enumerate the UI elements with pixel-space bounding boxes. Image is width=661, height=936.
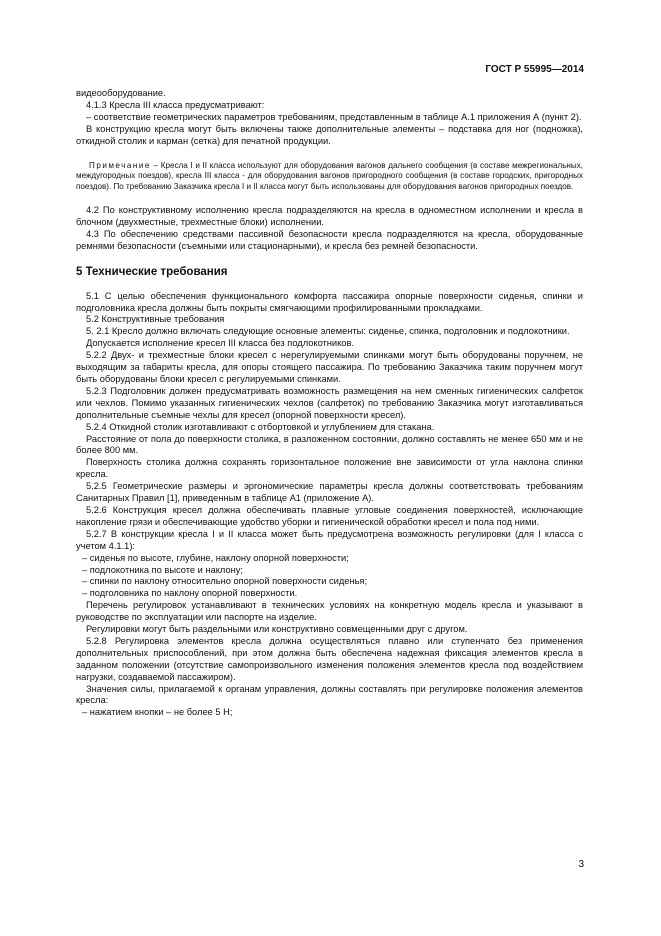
paragraph: видеооборудование. xyxy=(76,88,166,98)
paragraph: Расстояние от пола до поверхности столика, в разложенном состоянии, должно составлять не менее 650 мм и не более 800 мм. xyxy=(76,433,583,456)
note-text: – Кресла I и II класса используют для оборудования вагонов дальнего сообщения (в составе межрегиональных, междугородных поездов), кресла III класса - для оборудования вагонов пригородного сообщения (в составе городских, пригородных поездов). По требованию Заказчика кресла I и II класса могут быть использованы для оборудования вагонов пригородных поездов. xyxy=(76,160,583,191)
paragraph: 4.3 По обеспечению средствами пассивной безопасности кресла подразделяются на кресла, оборудованные ремнями безопасности (съемными или стационарными), и кресла без ремней безопасности. xyxy=(76,228,583,251)
paragraph: 5.2.2 Двух- и трехместные блоки кресел с нерегулируемыми спинками могут быть оборудованы поручнем, не выходящим за габариты кресла, для опоры стоящего пассажира. По требованию Заказчика таким поручнем могут быть оборудованы блоки кресел с регулируемыми спинками. xyxy=(76,350,583,384)
paragraph: 4.1.3 Кресла III класса предусматривают: xyxy=(86,99,265,110)
paragraph: 5. 2.1 Кресло должно включать следующие основные элементы: сиденье, спинка, подголовник и подлокотники. xyxy=(86,326,570,337)
paragraph: 5.1 С целью обеспечения функционального комфорта пассажира опорные поверхности сиденья, спинки и подголовника кресла должны быть покрыты смягчающими профилированными прокладками. xyxy=(76,290,583,313)
paragraph: 4.2 По конструктивному исполнению кресла подразделяются на кресла в одноместном исполнении и кресла в блочном (двухместные, трехместные блоки) исполнении. xyxy=(76,205,583,227)
list-item: – подголовника по наклону опорной поверхности. xyxy=(82,588,298,599)
paragraph: Регулировки могут быть раздельными или конструктивно совмещенными друг с другом. xyxy=(86,624,468,635)
list-item: – нажатием кнопки – не более 5 Н; xyxy=(82,707,233,718)
page-content xyxy=(76,88,583,719)
paragraph: 5.2.3 Подголовник должен предусматривать возможность размещения на нем сменных гигиенических салфеток или чехлов. Помимо указанных гигиенических чехлов (салфеток) по требованию Заказчика могут изготавливаться дополнительные съемные чехлы для кресел (опорной поверхности кресел). xyxy=(76,385,583,420)
page-number: 3 xyxy=(578,859,584,870)
note-paragraph xyxy=(76,161,583,193)
paragraph: 5.2.6 Конструкция кресел должна обеспечивать плавные угловые соединения поверхностей, исключающие накопление грязи и обеспечивающие удобство уборки и гигиенической обработки кресел и пола под ними. xyxy=(76,504,583,527)
section-title: 5 Технические требования xyxy=(76,265,228,278)
list-item: – спинки по наклону относительно опорной поверхности сиденья; xyxy=(82,576,368,587)
standard-header: ГОСТ Р 55995—2014 xyxy=(485,64,584,75)
paragraph: Значения силы, прилагаемой к органам управления, должны составлять при регулировке положения элементов кресла: xyxy=(76,683,583,706)
paragraph: В конструкцию кресла могут быть включены также дополнительные элементы – подставка для ног (подножка), откидной столик и карман (сетка) для печатной продукции. xyxy=(76,123,583,146)
paragraph: 5.2 Конструктивные требования xyxy=(86,314,225,325)
paragraph: 5.2.7 В конструкции кресла I и II класса может быть предусмотрена возможность регулировки (для I класса с учетом 4.1.1): xyxy=(76,528,583,551)
paragraph: 5.2.5 Геометрические размеры и эргономические параметры кресла должны соответствовать требованиям Санитарных Правил [1], приведенным в таблице А1 (приложение А). xyxy=(76,481,583,504)
list-item: – подлокотника по высоте и наклону; xyxy=(82,564,243,575)
paragraph: Перечень регулировок устанавливают в технических условиях на конкретную модель кресла и указывают в руководстве по эксплуатации или паспорте на изделие. xyxy=(76,600,583,623)
paragraph: – соответствие геометрических параметров требованиям, представленным в таблице А.1 приложения А (пункт 2). xyxy=(86,111,582,122)
note-label: Примечание xyxy=(89,160,151,170)
paragraph: 5.2.8 Регулировка элементов кресла должна осуществляться плавно или ступенчато без применения дополнительных приспособлений, при этом должна быть обеспечена надежная фиксация элементов кресла в заданном положении (отсутствие самопроизвольного изменения положения элементов кресла под воздействием нагрузки, создаваемой пассажиром). xyxy=(76,635,583,682)
list-item: – сиденья по высоте, глубине, наклону опорной поверхности; xyxy=(82,552,349,563)
paragraph: 5.2.4 Откидной столик изготавливают с отбортовкой и углублением для стакана. xyxy=(86,421,435,432)
paragraph: Допускается исполнение кресел III класса без подлокотников. xyxy=(86,338,354,349)
paragraph: Поверхность столика должна сохранять горизонтальное положение вне зависимости от угла наклона спинки кресла. xyxy=(76,457,583,480)
